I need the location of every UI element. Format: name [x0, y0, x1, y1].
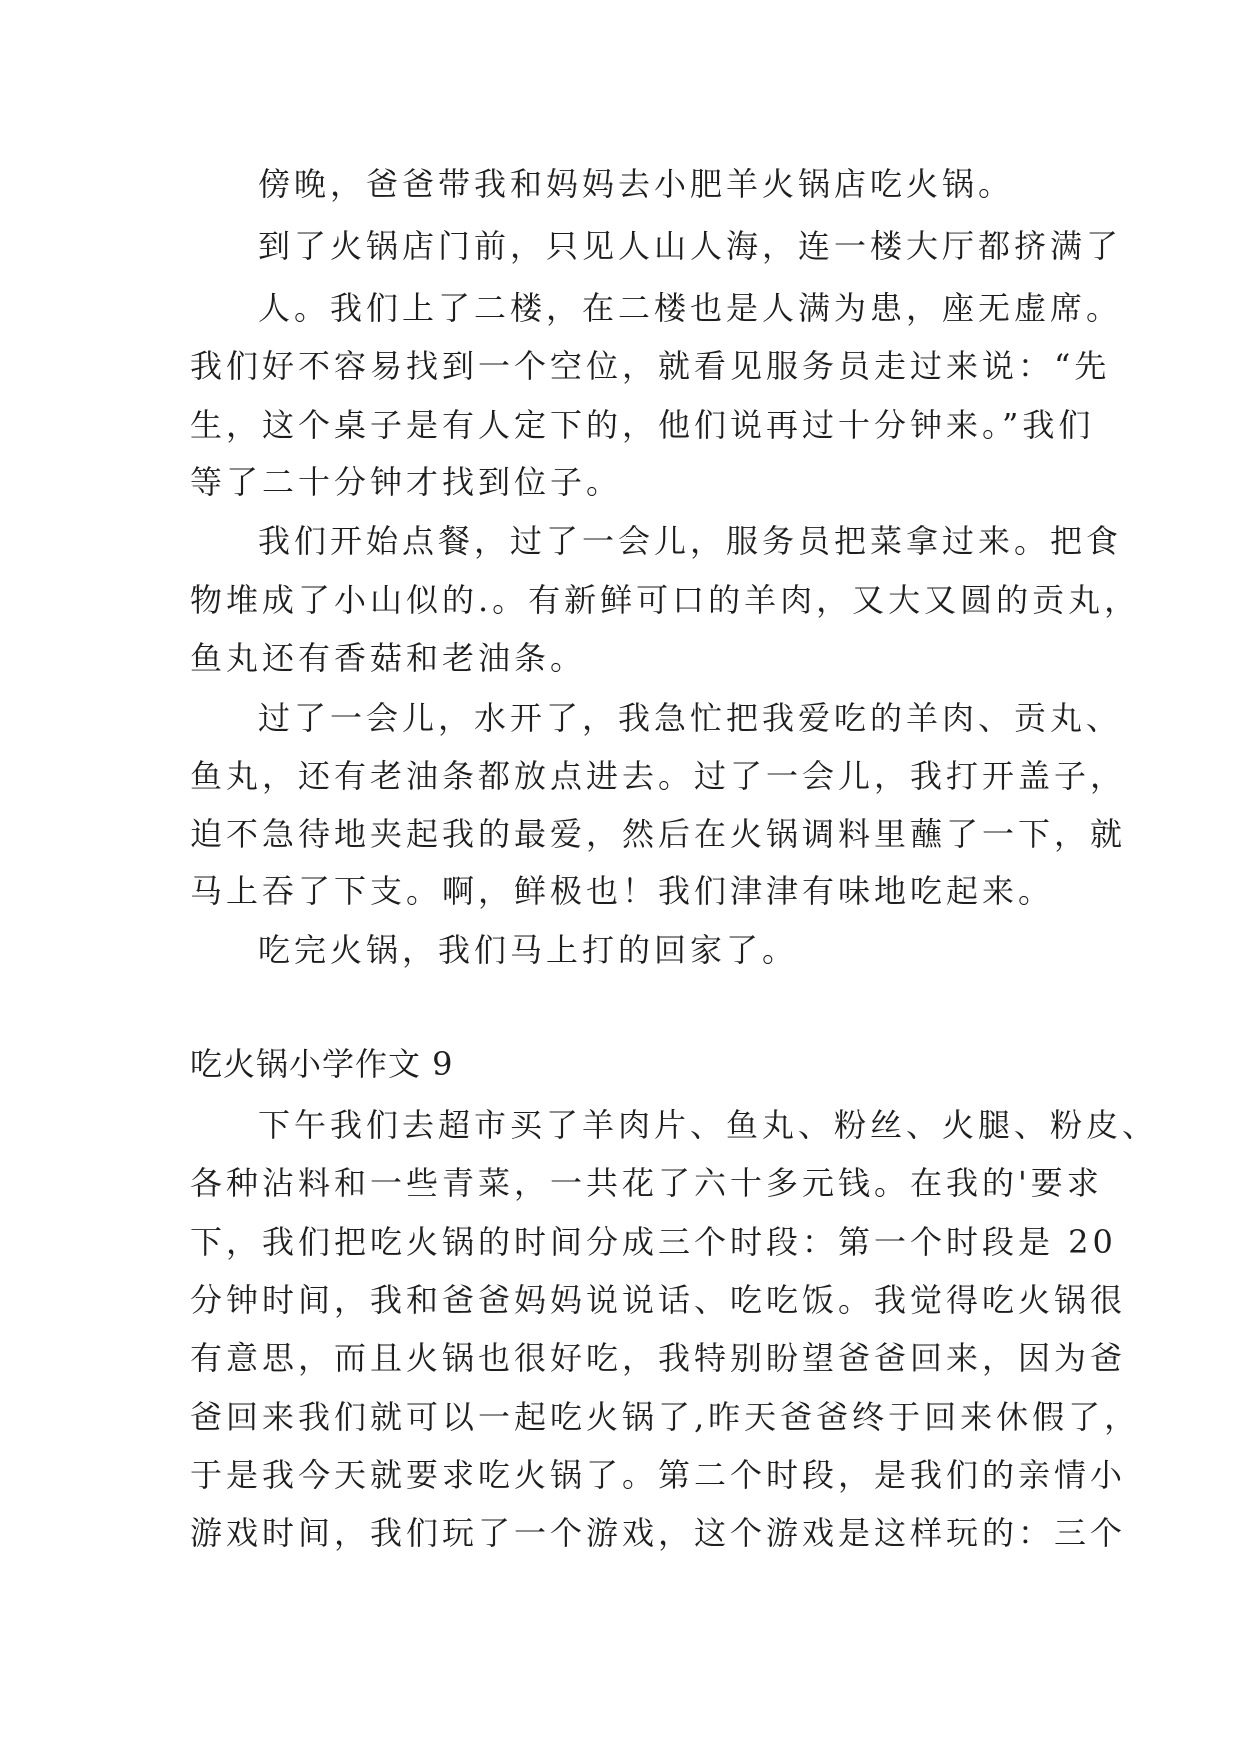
paragraph-line: 下午我们去超市买了羊肉片、鱼丸、粉丝、火腿、粉皮、 [258, 1106, 1159, 1144]
paragraph-line: 等了二十分钟才找到位子。 [190, 463, 623, 501]
paragraph-line: 各种沾料和一些青菜，一共花了六十多元钱。在我的'要求 [190, 1164, 1103, 1202]
paragraph-line: 人。我们上了二楼，在二楼也是人满为患，座无虚席。 [258, 289, 1123, 327]
paragraph-line: 过了一会儿，水开了，我急忙把我爱吃的羊肉、贡丸、 [258, 699, 1123, 737]
paragraph-line: 物堆成了小山似的.。有新鲜可口的羊肉，又大又圆的贡丸， [190, 581, 1141, 619]
paragraph-line: 下，我们把吃火锅的时间分成三个时段：第一个时段是 20 [190, 1223, 1117, 1261]
paragraph-line: 我们好不容易找到一个空位，就看见服务员走过来说：“先 [190, 347, 1111, 385]
paragraph-line: 马上吞了下支。啊，鲜极也！我们津津有味地吃起来。 [190, 872, 1055, 910]
paragraph-line: 吃完火锅，我们马上打的回家了。 [258, 931, 799, 969]
paragraph-line: 游戏时间，我们玩了一个游戏，这个游戏是这样玩的：三个 [190, 1514, 1127, 1552]
paragraph-line: 迫不急待地夹起我的最爱，然后在火锅调料里蘸了一下，就 [190, 815, 1127, 853]
paragraph-line: 分钟时间，我和爸爸妈妈说说话、吃吃饭。我觉得吃火锅很 [190, 1281, 1127, 1319]
section-title: 吃火锅小学作文 9 [190, 1045, 454, 1083]
paragraph-line: 到了火锅店门前，只见人山人海，连一楼大厅都挤满了 [258, 227, 1123, 265]
paragraph-line: 鱼丸，还有老油条都放点进去。过了一会儿，我打开盖子， [190, 757, 1127, 795]
paragraph-line: 爸回来我们就可以一起吃火锅了,昨天爸爸终于回来休假了， [190, 1398, 1141, 1436]
paragraph-line: 于是我今天就要求吃火锅了。第二个时段，是我们的亲情小 [190, 1456, 1127, 1494]
paragraph-line: 傍晚，爸爸带我和妈妈去小肥羊火锅店吃火锅。 [258, 165, 1015, 203]
paragraph-line: 鱼丸还有香菇和老油条。 [190, 639, 587, 677]
paragraph-line: 我们开始点餐，过了一会儿，服务员把菜拿过来。把食 [258, 522, 1123, 560]
paragraph-line: 有意思，而且火锅也很好吃，我特别盼望爸爸回来，因为爸 [190, 1339, 1127, 1377]
paragraph-line: 生，这个桌子是有人定下的，他们说再过十分钟来。”我们 [190, 406, 1095, 444]
